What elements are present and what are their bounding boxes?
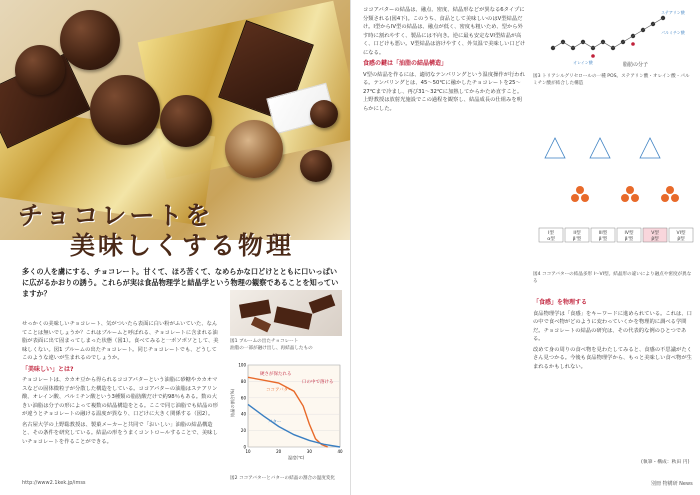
molecule-label: ステアリン酸 (661, 10, 685, 15)
y-tick-label: 0 (243, 444, 246, 450)
y-tick-label: 100 (238, 362, 246, 368)
molecule-label: パルミチン酸 (661, 30, 685, 35)
fig4-caption: 図4 ココアバターの結晶多形 I〜VI型。結晶形の違いにより融点や密度が異なる (533, 272, 692, 284)
body-paragraph: V型の結晶を作るには、適切なテンパリングという温度操作が行われる。テンパリングとは、45〜50℃に融かしたチョコレートを25〜27℃まで冷まし、再び31〜32℃に加熱してからかため直すこと。上野教授は放射光施設でこの過程を観察し、結晶成長の仕組みを明らかにした。 (363, 71, 525, 112)
fig1-caption: 図1 ブルームの出たチョコレート 油脂の一部が融け出し、再結晶したもの (230, 339, 313, 351)
fig2-caption: 図2 ココアバターとバターの結晶の割合の温度変化 (230, 476, 336, 481)
y-tick-label: 40 (240, 411, 246, 417)
section-heading: 「美味しい」とは? (22, 365, 74, 373)
fig3-caption: 図3 トリアシルグリセロールの一種 POS。ステアリン酸・オレイン酸・パルミチン酸が結合した構造 (533, 74, 690, 86)
page-title-line2: 美味しくする物理 (70, 231, 295, 260)
x-axis-label: 温度(℃) (288, 455, 305, 460)
bloom-chocolate-photo (230, 290, 342, 336)
crystal-ratio-chart (228, 357, 346, 475)
molecule-label: オレイン酸 (573, 60, 593, 65)
body-paragraph: 改めて身の周りの食べ物を見わたしてみると、食感の不思議がたくさん見つかる。今後も食品物理学から、もっと美味しい食べ物が生まれるかもしれない。 (533, 346, 692, 370)
right-body-col1 (363, 6, 526, 113)
polymorph-sub: α型 (547, 237, 555, 242)
polymorph-type: I型 (548, 231, 554, 236)
left-body (22, 320, 222, 446)
footer-url[interactable]: http://www2.1kek.jp/imss (22, 480, 86, 486)
polymorph-type: II型 (573, 231, 581, 236)
y-tick-label: 80 (240, 378, 246, 384)
crystal-polymorph-diagram (535, 128, 695, 270)
polymorph-type: VI型 (676, 231, 686, 236)
polymorph-type: IV型 (624, 231, 634, 236)
right-body-col2 (533, 296, 693, 371)
body-paragraph: ココアバターの結晶は、融点、密度、結晶形などが異なる6タイプに分類される(図4下)。このうち、食品として美味しいのはV型結晶だけ。I型からIV型の結晶は、融点が低く、密度も粗いため、型から外す時に割れやすく、製品には不向き。逆に最も安定なVI型結晶が高く、口どけも悪い。V型結晶は溶けやすく、外気温で美味しい口どけになる。 (363, 7, 526, 56)
page-footer: 別冊 物構研 News (651, 481, 693, 487)
body-paragraph: チョコレートは、カカオ豆から得られるココアバターという油脂に砂糖やカカオマスなどの固体微粒子が分散した構造をしている。ココアバターの油脂はステアリン酸、オレイン酸、パルミチン酸という3種類の脂肪酸だけで約98％もある。数の大きい油脂は分子の形によって複数の結晶構造をとる。ここで同じ油脂でも結晶の形が違うとチョコレートの融ける温度が異なり、口どけに大きく関係する（図2）。 (22, 377, 218, 417)
legend-butter: バター (268, 420, 282, 425)
y-tick-label: 20 (240, 428, 246, 434)
x-tick-label: 30 (306, 449, 312, 454)
molecule-title: 脂肪の分子 (623, 62, 649, 68)
polymorph-sub: β'型 (572, 237, 582, 242)
polymorph-type: V型 (651, 231, 659, 236)
y-axis-label: 結晶の割合(%) (230, 388, 235, 417)
author-signature: (執筆・構成：秋田 円) (641, 460, 690, 465)
lead-paragraph: 多くの人を虜にする、チョコレート。甘くて、ほろ苦くて、なめらかな口どけとともに口いっぱいに広がるかおりの誘う。これらが実は食品物理学と結晶学という物理の観察であることを知っていますか？ (22, 267, 339, 298)
x-tick-label: 40 (337, 449, 343, 454)
page-title-line1: チョコレートを (18, 201, 214, 230)
polymorph-sub: β型 (651, 237, 659, 242)
annotation-melt: 口の中で溶ける (302, 380, 334, 385)
polymorph-sub: β'型 (624, 237, 634, 242)
annotation-hard: 硬さが保たれる (260, 372, 292, 377)
fat-molecule-diagram (533, 8, 693, 70)
section-heading: 食感の鍵は「油脂の結晶構造」 (363, 60, 448, 67)
body-paragraph: 食品物理学は「食感」をキーワードに進められている。これは、口の中で食べ物がどのように変わっていくかを物理的に調べる学問だ。チョコレートの結晶の研究は、その代表的な例のひとつである。 (533, 310, 692, 342)
body-paragraph: 名古屋大学の上野聡教授は、製菓メーカーと共同で「おいしい」油脂の結晶構造と、その条件を研究している。結晶の形をうまくコントロールすることで、美味しいチョコレートを作ることができる。 (22, 421, 218, 445)
section-heading: 「食感」を物理する (533, 299, 588, 306)
polymorph-sub: β'型 (598, 237, 608, 242)
y-tick-label: 60 (240, 395, 246, 401)
body-paragraph: せっかくの美味しいチョコレート、気がついたら表面に白い粉がふいていた、なんてことは無いでしょうか？これはブルームと呼ばれる、チョコレートに含まれる油脂が表面に出て固まってしまった状態（図1）。食べてみると一ボソボソとして、美味しくない。図1 ブルームの出たチョコレート。同じチョコレートでも、どうしてこのような違いが生まれるのでしょうか。 (22, 321, 219, 361)
polymorph-sub: β型 (677, 237, 685, 242)
legend-cocoa-butter: ココアバター (266, 388, 293, 393)
polymorph-type: III型 (598, 231, 608, 236)
x-tick-label: 20 (276, 449, 282, 454)
right-page (350, 0, 700, 495)
x-tick-label: 10 (245, 449, 251, 454)
